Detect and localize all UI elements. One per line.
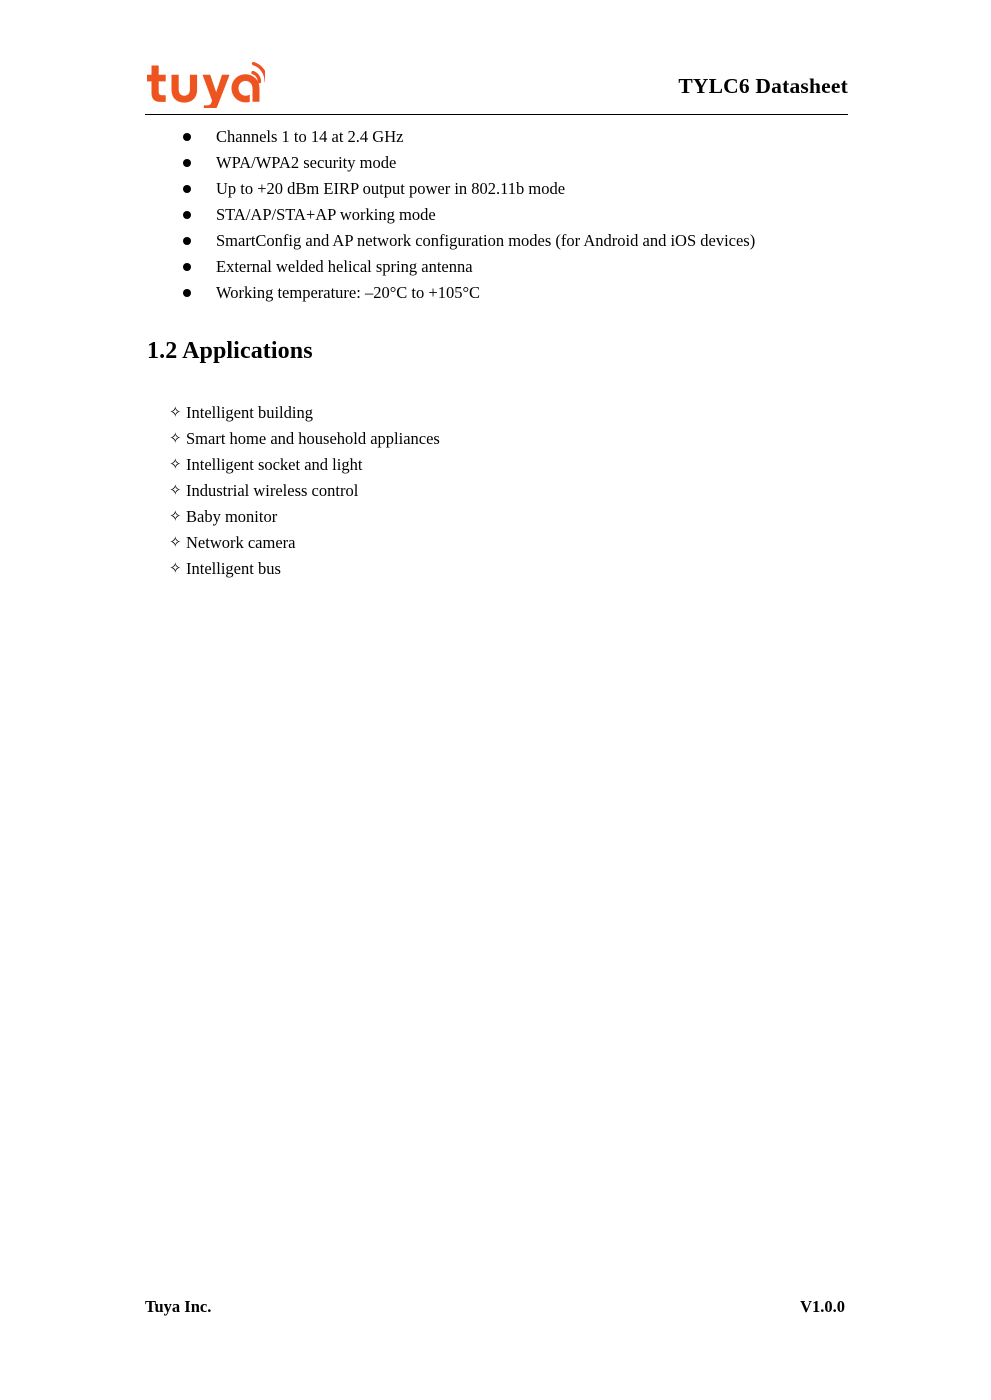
features-list — [183, 124, 883, 306]
application-text: Intelligent socket and light — [186, 455, 363, 474]
list-item — [169, 426, 769, 452]
list-item — [169, 530, 769, 556]
feature-text: Up to +20 dBm EIRP output power in 802.11b mode — [216, 179, 566, 198]
page-title: TYLC6 Datasheet — [678, 74, 848, 98]
diamond-bullet-icon: ✧ — [169, 509, 182, 525]
bullet-dot-icon — [183, 159, 191, 167]
list-item — [183, 254, 883, 280]
feature-text: WPA/WPA2 security mode — [216, 153, 397, 172]
application-text: Intelligent bus — [186, 559, 281, 578]
tuya-logo — [145, 58, 265, 108]
list-item — [169, 504, 769, 530]
page-footer — [145, 1297, 845, 1319]
application-text: Baby monitor — [186, 507, 278, 526]
list-item — [169, 452, 769, 478]
diamond-bullet-icon: ✧ — [169, 535, 182, 551]
application-text: Intelligent building — [186, 403, 313, 422]
application-text: Network camera — [186, 533, 296, 552]
list-item — [183, 124, 883, 150]
bullet-dot-icon — [183, 133, 191, 141]
diamond-bullet-icon: ✧ — [169, 457, 182, 473]
list-item — [183, 150, 883, 176]
feature-text: Channels 1 to 14 at 2.4 GHz — [216, 127, 404, 146]
bullet-dot-icon — [183, 185, 191, 193]
list-item — [169, 400, 769, 426]
list-item — [183, 280, 883, 306]
diamond-bullet-icon: ✧ — [169, 431, 182, 447]
feature-text: External welded helical spring antenna — [216, 257, 473, 276]
bullet-dot-icon — [183, 289, 191, 297]
diamond-bullet-icon: ✧ — [169, 561, 182, 577]
bullet-dot-icon — [183, 263, 191, 271]
footer-version: V1.0.0 — [800, 1297, 845, 1316]
diamond-bullet-icon: ✧ — [169, 405, 182, 421]
list-item — [183, 176, 883, 202]
bullet-dot-icon — [183, 237, 191, 245]
diamond-bullet-icon: ✧ — [169, 483, 182, 499]
list-item — [169, 556, 769, 582]
list-item — [183, 202, 883, 228]
header-divider — [145, 114, 848, 115]
application-text: Industrial wireless control — [186, 481, 359, 500]
page-header — [145, 52, 848, 110]
application-text: Smart home and household appliances — [186, 429, 440, 448]
applications-list — [169, 400, 769, 582]
list-item — [183, 228, 883, 254]
bullet-dot-icon — [183, 211, 191, 219]
footer-company: Tuya Inc. — [145, 1297, 212, 1316]
feature-text: STA/AP/STA+AP working mode — [216, 205, 436, 224]
list-item — [169, 478, 769, 504]
feature-text: Working temperature: –20°C to +105°C — [216, 283, 481, 302]
section-heading-applications: 1.2 Applications — [147, 338, 313, 364]
feature-text: SmartConfig and AP network configuration modes (for Android and iOS devices) — [216, 231, 756, 250]
